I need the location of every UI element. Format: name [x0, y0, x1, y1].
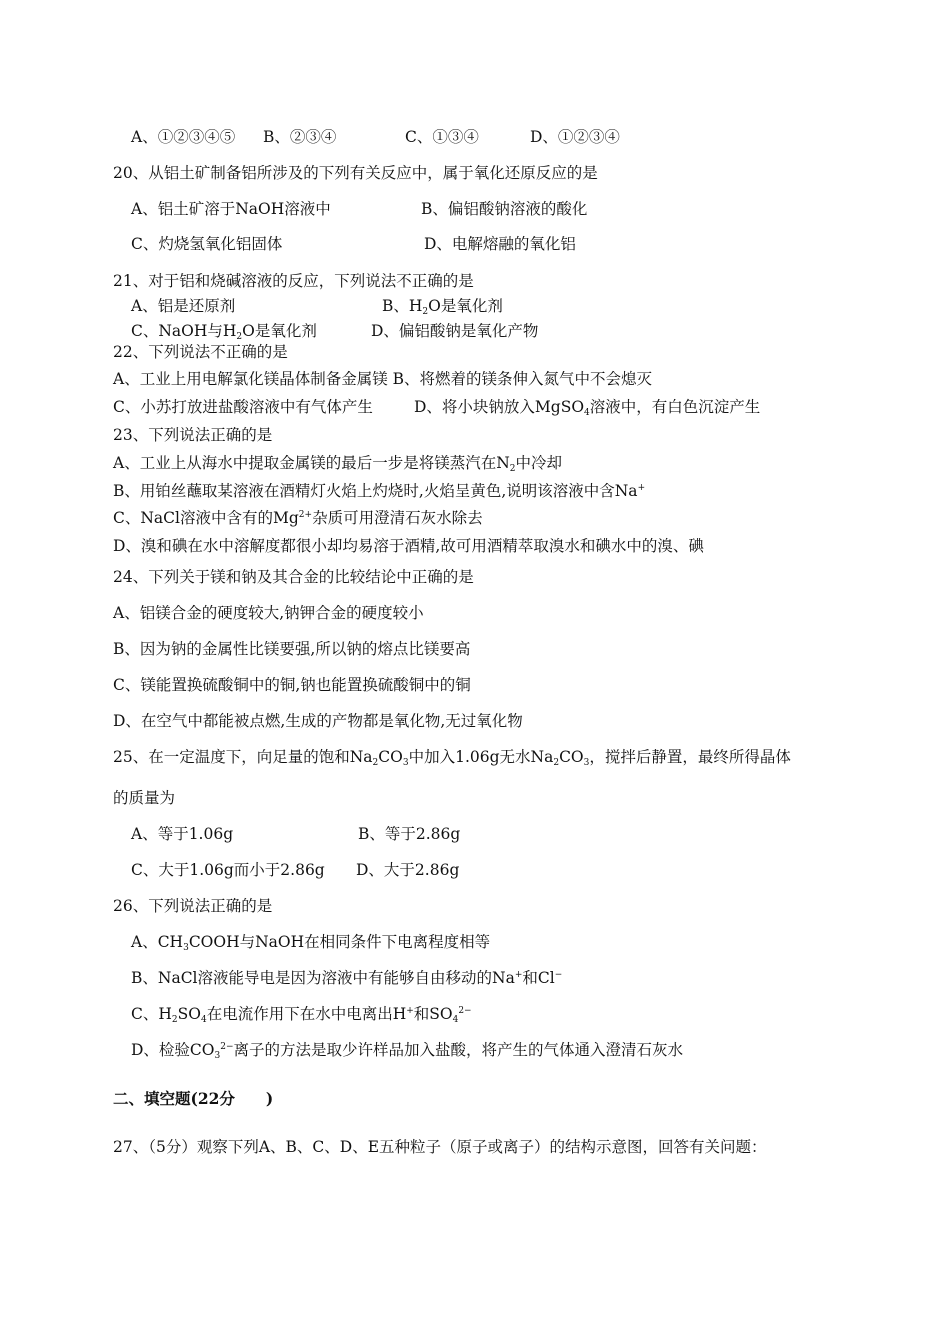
q21-option-a: A、铝是还原剂	[131, 297, 236, 315]
q24-option-b: B、因为钠的金属性比镁要强,所以钠的熔点比镁要高	[113, 640, 471, 658]
q25-option-a: A、等于1.06g	[131, 825, 234, 843]
q19-option-c: C、①③④	[405, 128, 479, 146]
q20-option-a: A、铝土矿溶于NaOH溶液中	[131, 200, 331, 218]
q19-option-d: D、①②③④	[530, 128, 620, 146]
q20-option-d: D、电解熔融的氧化铝	[424, 235, 576, 253]
q26-option-c: C、$H_2SO_4$在电流作用下在水中电离出H+和$SO_4^{2-}$	[131, 1005, 472, 1025]
q24-option-a: A、铝镁合金的硬度较大,钠钾合金的硬度较小	[113, 604, 424, 622]
q23-option-d: D、溴和碘在水中溶解度都很小却均易溶于酒精,故可用酒精萃取溴水和碘水中的溴、碘	[113, 537, 704, 555]
q21-option-c: C、NaOH与$H_2O$是氧化剂	[131, 322, 317, 342]
section-title-fill-in: 二、填空题(22分 )	[113, 1089, 274, 1108]
q27-stem: 27、（5分）观察下列A、B、C、D、E五种粒子（原子或离子）的结构示意图，回答有关问题：	[113, 1138, 767, 1156]
q22-option-d: D、将小块钠放入MgSO$_4$溶液中，有白色沉淀产生	[414, 398, 761, 418]
q25-stem-continued: 的质量为	[113, 789, 176, 807]
q26-stem: 26、下列说法正确的是	[113, 897, 273, 915]
q24-stem: 24、下列关于镁和钠及其合金的比较结论中正确的是	[113, 568, 474, 586]
q22-option-ab: A、工业上用电解氯化镁晶体制备金属镁 B、将燃着的镁条伸入氮气中不会熄灭	[113, 370, 653, 388]
q19-option-a: A、①②③④⑤	[131, 128, 236, 146]
q23-option-a: A、工业上从海水中提取金属镁的最后一步是将镁蒸汽在$N_2$中冷却	[113, 454, 563, 474]
q26-option-d: D、检验$CO_3^{2-}$离子的方法是取少许样品加入盐酸，将产生的气体通入澄清石灰水	[131, 1041, 684, 1061]
q21-option-d: D、偏铝酸钠是氧化产物	[371, 322, 539, 340]
q23-stem: 23、下列说法正确的是	[113, 426, 273, 444]
q20-option-b: B、偏铝酸钠溶液的酸化	[421, 200, 588, 218]
q25-stem: 25、在一定温度下，向足量的饱和$Na_2CO_3$中加入1.06g无水$Na_2CO_3$，搅拌后静置，最终所得晶体	[113, 748, 791, 768]
q22-stem: 22、下列说法不正确的是	[113, 343, 288, 361]
q22-option-c: C、小苏打放进盐酸溶液中有气体产生	[113, 398, 373, 416]
q21-stem: 21、对于铝和烧碱溶液的反应，下列说法不正确的是	[113, 272, 474, 290]
q19-option-b: B、②③④	[263, 128, 337, 146]
q21-option-b: B、$H_2O$是氧化剂	[382, 297, 503, 317]
q23-option-b: B、用铂丝蘸取某溶液在酒精灯火焰上灼烧时,火焰呈黄色,说明该溶液中含Na+	[113, 482, 646, 500]
q25-option-b: B、等于2.86g	[358, 825, 461, 843]
q23-option-c: C、NaCl溶液中含有的$Mg^{2+}$杂质可用澄清石灰水除去	[113, 509, 483, 527]
q24-option-d: D、在空气中都能被点燃,生成的产物都是氧化物,无过氧化物	[113, 712, 523, 730]
q25-option-d: D、大于2.86g	[356, 861, 460, 879]
q26-option-a: A、$CH_3COOH$与NaOH在相同条件下电离程度相等	[131, 933, 491, 953]
q20-stem: 20、从铝土矿制备铝所涉及的下列有关反应中，属于氧化还原反应的是	[113, 164, 598, 182]
q26-option-b: B、NaCl溶液能导电是因为溶液中有能够自由移动的Na+和Cl−	[131, 969, 563, 987]
q25-option-c: C、大于1.06g而小于2.86g	[131, 861, 325, 879]
q20-option-c: C、灼烧氢氧化铝固体	[131, 235, 283, 253]
q24-option-c: C、镁能置换硫酸铜中的铜,钠也能置换硫酸铜中的铜	[113, 676, 471, 694]
